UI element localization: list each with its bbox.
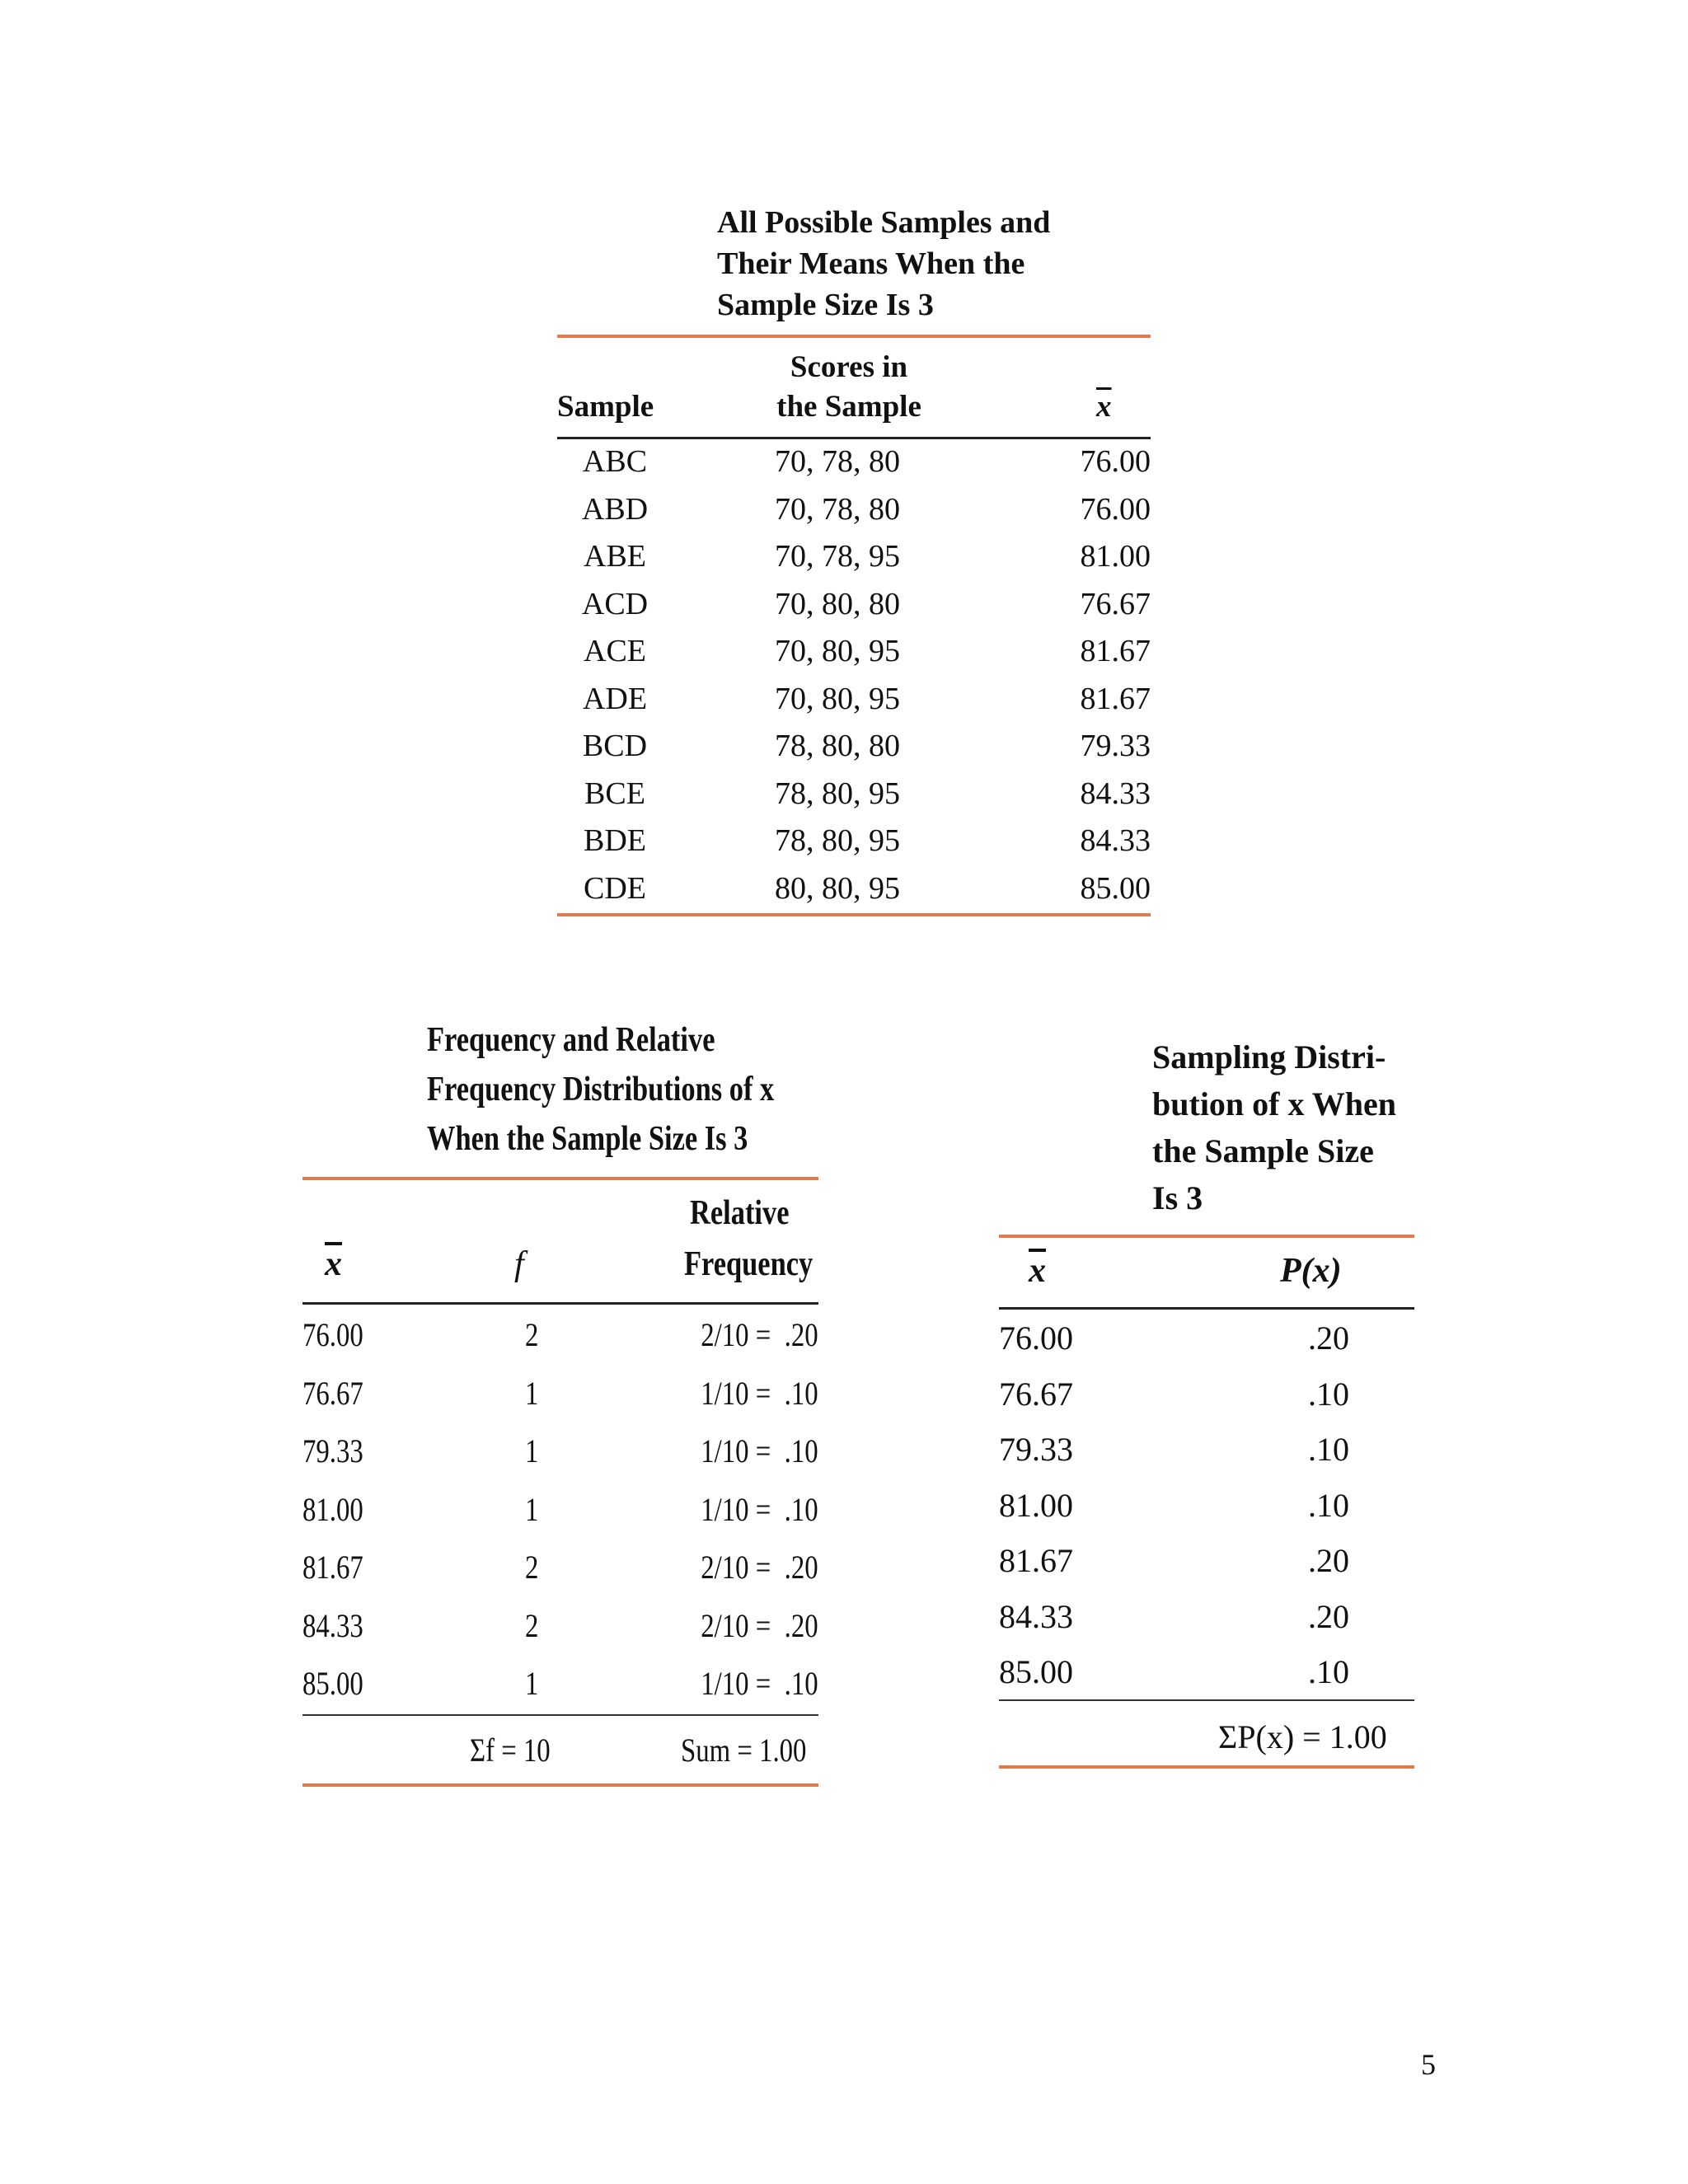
table-row — [302, 1490, 818, 1548]
scores-cell: 70, 80, 80 — [775, 586, 900, 621]
probability-cell: .20 — [1308, 1542, 1349, 1579]
table3-header-x: $\overline{x}$ — [1029, 1252, 1046, 1290]
table3-header-p: P(x) — [1280, 1252, 1342, 1290]
table-row — [999, 1541, 1414, 1597]
x-cell: 85.00 — [302, 1665, 363, 1702]
mean-cell: 84.33 — [1080, 776, 1151, 811]
table2-total-rel: Sum = 1.00 — [681, 1732, 807, 1769]
table-row — [302, 1374, 818, 1432]
probability-cell: .10 — [1308, 1431, 1349, 1468]
mean-cell: 84.33 — [1080, 823, 1151, 858]
sample-cell: CDE — [584, 870, 646, 906]
table-row — [557, 681, 1151, 728]
relative-frequency-cell: 1/10 = .10 — [701, 1374, 818, 1412]
f-cell: 1 — [525, 1374, 539, 1412]
f-cell: 2 — [525, 1606, 539, 1644]
x-cell: 79.33 — [302, 1432, 363, 1469]
table-row — [557, 538, 1151, 585]
table-row — [557, 823, 1151, 869]
x-cell: 76.00 — [302, 1316, 363, 1353]
x-cell: 79.33 — [999, 1431, 1073, 1468]
table2-header-x: $\overline{x}$ — [325, 1245, 342, 1283]
table3-top-rule — [999, 1235, 1414, 1238]
table3-total-rule — [999, 1699, 1414, 1701]
sample-cell: ADE — [582, 681, 648, 716]
table-row — [557, 728, 1151, 775]
table-row — [999, 1486, 1414, 1542]
table2-title-line: When the Sample Size Is 3 — [427, 1120, 748, 1158]
table-row — [302, 1315, 818, 1373]
f-cell: 2 — [525, 1316, 539, 1353]
f-cell: 1 — [525, 1665, 539, 1702]
x-cell: 84.33 — [302, 1606, 363, 1644]
probability-cell: .20 — [1308, 1597, 1349, 1635]
scores-cell: 80, 80, 95 — [775, 870, 900, 906]
relative-frequency-cell: 1/10 = .10 — [701, 1432, 818, 1469]
f-cell: 1 — [525, 1432, 539, 1469]
table-row — [302, 1664, 818, 1722]
scores-cell: 70, 80, 95 — [775, 681, 900, 716]
table-row — [557, 586, 1151, 633]
table3-title-line: the Sample Size — [1152, 1132, 1374, 1169]
table3-title-line: Sampling Distri- — [1152, 1038, 1386, 1076]
x-cell: 76.00 — [999, 1319, 1073, 1357]
x-cell: 81.00 — [999, 1486, 1073, 1524]
table2-title-line: Frequency Distributions of x — [427, 1071, 775, 1108]
table2-header-rel-line1: Relative — [689, 1194, 790, 1232]
scores-cell: 70, 78, 80 — [775, 444, 900, 479]
table1-title-line: All Possible Samples and — [717, 205, 1051, 240]
mean-cell: 81.67 — [1080, 681, 1151, 716]
table-row — [557, 633, 1151, 680]
mean-cell: 76.00 — [1080, 491, 1151, 527]
table1-header-mean: $\overline{x}$ — [1096, 390, 1112, 424]
table-row — [302, 1606, 818, 1664]
relative-frequency-cell: 2/10 = .20 — [701, 1606, 818, 1644]
sample-cell: ACD — [581, 586, 649, 621]
table-row — [302, 1432, 818, 1489]
x-cell: 76.67 — [302, 1374, 363, 1412]
table-row — [557, 443, 1151, 490]
table3-header-rule — [999, 1307, 1414, 1310]
probability-cell: .10 — [1308, 1653, 1349, 1690]
mean-cell: 76.00 — [1080, 444, 1151, 479]
x-cell: 81.67 — [999, 1542, 1073, 1579]
sample-cell: BDE — [584, 823, 646, 858]
sample-cell: ABC — [582, 444, 648, 479]
table1-header-scores-line1: Scores in — [790, 350, 908, 384]
table-row — [999, 1597, 1414, 1653]
table1-top-rule — [557, 335, 1151, 338]
scores-cell: 70, 80, 95 — [775, 634, 900, 668]
table2-bottom-rule — [302, 1783, 818, 1787]
table2-header-rule — [302, 1302, 818, 1305]
sample-cell: ABD — [581, 491, 649, 527]
sample-cell: BCE — [584, 776, 645, 811]
f-cell: 2 — [525, 1549, 539, 1586]
mean-cell: 81.67 — [1080, 634, 1151, 668]
relative-frequency-cell: 1/10 = .10 — [701, 1490, 818, 1528]
scores-cell: 78, 80, 95 — [775, 776, 900, 811]
table1-title-line: Their Means When the — [717, 246, 1025, 281]
table1-bottom-rule — [557, 913, 1151, 916]
table1-header-scores-line2: the Sample — [776, 390, 921, 424]
table2-total-f: Σf = 10 — [470, 1732, 551, 1769]
mean-cell: 76.67 — [1080, 586, 1151, 621]
scores-cell: 70, 78, 80 — [775, 491, 900, 527]
x-cell: 84.33 — [999, 1597, 1073, 1635]
table-row — [557, 870, 1151, 917]
scores-cell: 78, 80, 95 — [775, 823, 900, 858]
table-row — [999, 1375, 1414, 1431]
sample-cell: ACE — [584, 634, 646, 668]
scores-cell: 70, 78, 95 — [775, 539, 900, 574]
table-row — [999, 1430, 1414, 1486]
x-cell: 76.67 — [999, 1375, 1073, 1413]
table3-title-line: Is 3 — [1152, 1179, 1203, 1216]
relative-frequency-cell: 2/10 = .20 — [701, 1549, 818, 1586]
sample-cell: ABE — [584, 539, 646, 574]
relative-frequency-cell: 2/10 = .20 — [701, 1316, 818, 1353]
table-row — [999, 1319, 1414, 1375]
scores-cell: 78, 80, 80 — [775, 729, 900, 763]
x-cell: 81.00 — [302, 1490, 363, 1528]
sample-cell: BCD — [582, 729, 648, 763]
relative-frequency-cell: 1/10 = .10 — [701, 1665, 818, 1702]
table1-header-sample: Sample — [557, 390, 654, 424]
table3-bottom-rule — [999, 1765, 1414, 1769]
mean-cell: 81.00 — [1080, 539, 1151, 574]
table2-top-rule — [302, 1177, 818, 1180]
f-cell: 1 — [525, 1490, 539, 1528]
table2-header-rel-line2: Frequency — [684, 1245, 814, 1283]
table1-title-line: Sample Size Is 3 — [717, 288, 934, 322]
mean-cell: 85.00 — [1080, 870, 1151, 906]
table3-title-line: bution of x When — [1152, 1085, 1397, 1122]
page-number: 5 — [1421, 2048, 1436, 2081]
table-row — [557, 776, 1151, 823]
x-cell: 85.00 — [999, 1653, 1073, 1690]
probability-cell: .20 — [1308, 1319, 1349, 1357]
table3-total: ΣP(x) = 1.00 — [1218, 1718, 1387, 1755]
mean-cell: 79.33 — [1080, 729, 1151, 763]
table1-header-rule — [557, 437, 1151, 439]
table1-title — [717, 202, 1179, 326]
table2-title-line: Frequency and Relative — [427, 1021, 715, 1059]
table2-total-rule — [302, 1714, 818, 1716]
x-cell: 81.67 — [302, 1549, 363, 1586]
probability-cell: .10 — [1308, 1375, 1349, 1413]
probability-cell: .10 — [1308, 1486, 1349, 1524]
table2-header-f: f — [514, 1245, 524, 1283]
table-row — [302, 1548, 818, 1605]
table-row — [557, 491, 1151, 538]
